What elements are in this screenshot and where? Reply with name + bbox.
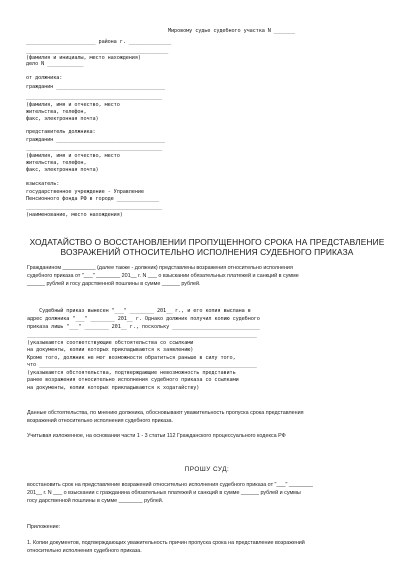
- debtor-citizen-line: гражданин ____________________________________: [26, 84, 166, 90]
- court-line: Мировому судье судебного участка N _______: [168, 28, 295, 34]
- representative-separator: _____________________________________________: [26, 145, 163, 151]
- attachment-item-1-line-1: 1. Копии документов, подтверждающих уважительность причин пропуска срока на представление возражений: [27, 540, 305, 546]
- order-caption-3: (указываются обстоятельства, подтверждающие невозможность представить: [27, 370, 236, 376]
- order-line-3: приказа лишь "___" ________ 201__ г., поскольку _____________________________: [27, 324, 260, 330]
- creditor-caption: (наименование, место нахождения): [26, 212, 123, 218]
- debtor-label: от должника:: [26, 75, 63, 81]
- intro-line-1: Гражданином ___________ (далее также - должник) представлены возражения относительно исполнения: [27, 265, 293, 271]
- creditor-line-1: государственное учреждение - Управление: [26, 189, 144, 195]
- legal-basis-line: Учитывая изложенное, на основании части 1 - 3 статьи 112 Гражданского процессуального кодекса РФ: [27, 433, 286, 439]
- order-line-2: адрес должника "___" ________ 201__ г. Однако должник получил копию судебного: [27, 316, 260, 322]
- order-caption-4: ранее возражения относительно исполнения судебного приказа со ссылками: [27, 377, 239, 383]
- debtor-caption-1: (фамилия, имя и отчество, место: [26, 102, 120, 108]
- debtor-separator: _____________________________________________: [26, 94, 163, 100]
- order-caption-5: на документы, копии которых прикладываются к ходатайству): [27, 385, 200, 391]
- case-number-line: дело N ____________: [26, 61, 84, 67]
- attachments-label: Приложение:: [27, 524, 61, 530]
- representative-caption-2: жительства, телефон,: [26, 160, 87, 166]
- order-caption-1: (указываются соответствующие обстоятельства со ссылками: [27, 340, 194, 346]
- document-title-line-2: ВОЗРАЖЕНИЙ ОТНОСИТЕЛЬНО ИСПОЛНЕНИЯ СУДЕБНОГО ПРИКАЗА: [60, 247, 354, 257]
- debtor-caption-2: жительства, телефон,: [26, 109, 87, 115]
- representative-caption-1: (фамилия, имя и отчество, место: [26, 153, 120, 159]
- order-line-4: ____________________________________________________________________________: [27, 332, 257, 338]
- reasons-line-1: Данные обстоятельства, по мнению должника, обосновывают уважительность пропуска срока представления: [27, 410, 304, 416]
- order-caption-2: на документы, копии которых прикладываются к заявлению): [27, 347, 194, 353]
- document-title-line-1: ХОДАТАЙСТВО О ВОССТАНОВЛЕНИИ ПРОПУЩЕННОГО СРОКА НА ПРЕДСТАВЛЕНИЕ: [29, 237, 385, 247]
- representative-citizen-line: гражданин ____________________________________: [26, 137, 166, 143]
- request-heading: ПРОШУ СУД:: [184, 466, 230, 473]
- representative-caption-3: факс, электронная почта): [26, 167, 99, 173]
- order-line-1: Судебный приказ вынесен "___" ________ 201__ г., и его копия выслана в: [27, 308, 251, 314]
- reasons-line-2: возражений относительно исполнения судебного приказа.: [27, 418, 174, 424]
- attachment-item-1-line-2: относительно исполнения судебного приказа.: [27, 548, 142, 554]
- debtor-caption-3: факс, электронная почта): [26, 116, 99, 122]
- order-line-6: что ________________________________________________________________________: [27, 362, 257, 368]
- court-separator: _______________________________________________: [26, 48, 169, 54]
- request-line-3: госу дарственной пошлины в сумме ________ рублей.: [27, 498, 164, 504]
- creditor-separator: _____________________________________________: [26, 204, 163, 210]
- court-caption: (фамилия и инициалы, место нахождения): [26, 55, 141, 61]
- intro-line-2: судебного приказа от "___" ________ 201__ г. N ___ о взыскании обязательных платежей и санкций в сумме: [27, 273, 299, 279]
- creditor-label: взыскатель:: [26, 181, 60, 187]
- representative-label: представитель должника:: [26, 129, 96, 135]
- intro-line-3: ______ рублей и госу дарственной пошлины в сумме ______ рублей.: [27, 281, 201, 287]
- creditor-line-2: Пенсионного фонда РФ в городе ______________: [26, 196, 160, 202]
- request-line-1: восстановить срок на представление возражений относительно исполнения судебного приказа от "___" ________: [27, 482, 313, 488]
- order-line-5: Кроме того, должник не мог возможности обратиться раньше в силу того,: [27, 355, 236, 361]
- district-line: _______________________ района г. ______________: [26, 39, 172, 45]
- request-line-2: 201__ г. N ___ о взыскании с гражданина обязательных платежей и санкций в сумме ______ рублей и суммы: [27, 490, 301, 496]
